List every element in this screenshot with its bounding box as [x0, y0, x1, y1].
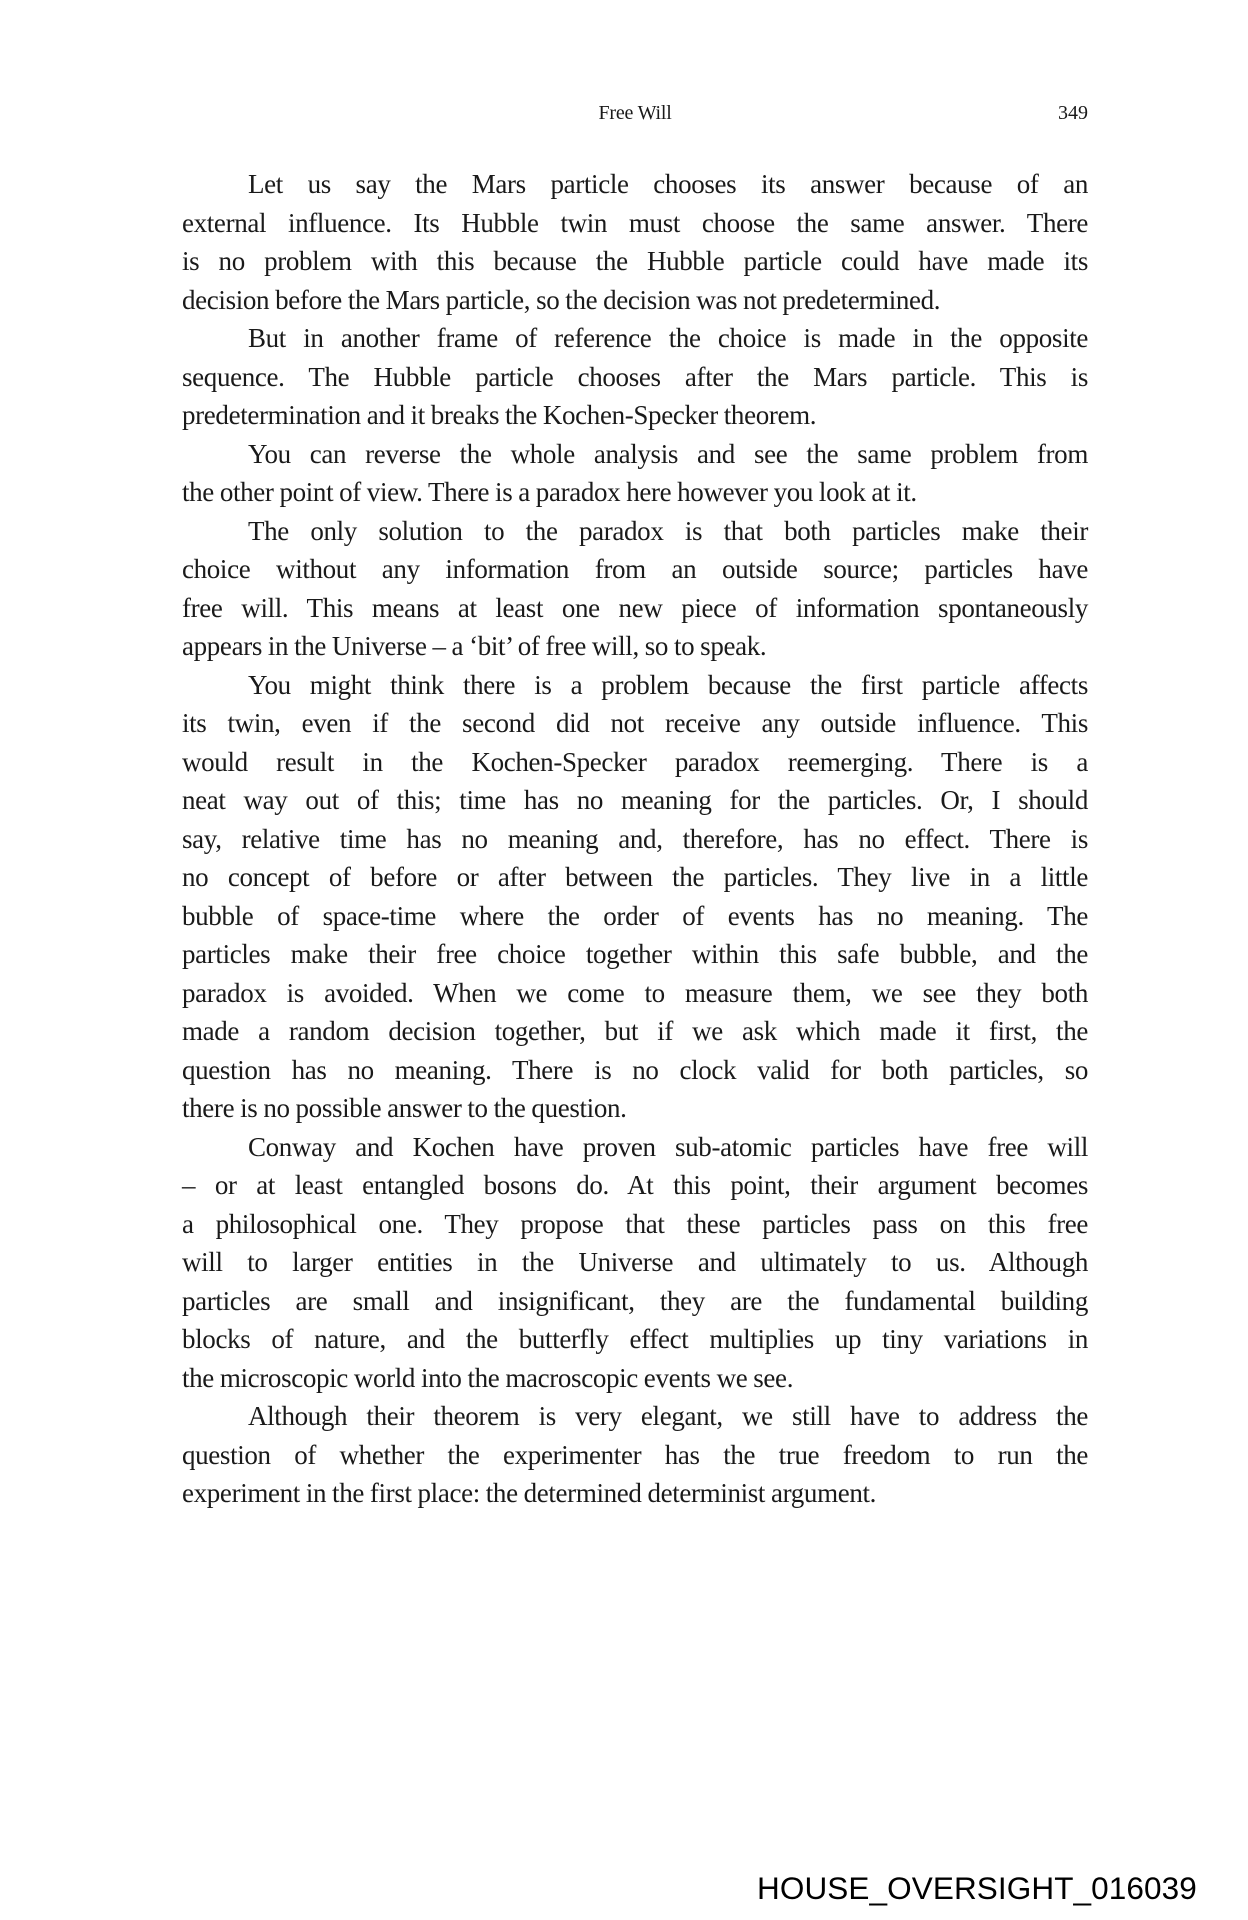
bates-stamp: HOUSE_OVERSIGHT_016039: [757, 1870, 1197, 1906]
text-line: the other point of view. There is a paradox here however you look at it.: [182, 477, 917, 507]
text-line: bubble of space-time where the order of events has no meaning. The: [182, 900, 1088, 931]
text-line: a philosophical one. They propose that these particles pass on this free: [182, 1208, 1088, 1239]
body-text: [182, 165, 1088, 1513]
text-line: Although their theorem is very elegant, we still have to address the: [248, 1401, 1088, 1431]
paragraph: [182, 319, 1088, 435]
text-line: would result in the Kochen-Specker paradox reemerging. There is a: [182, 746, 1088, 777]
text-line: its twin, even if the second did not receive any outside influence. This: [182, 708, 1088, 738]
text-line: Let us say the Mars particle chooses its answer because of an: [248, 169, 1088, 199]
chapter-title: Free Will: [598, 102, 672, 124]
running-head: [182, 100, 1088, 126]
text-line: choice without any information from an outside source; particles have: [182, 554, 1088, 584]
text-line: particles are small and insignificant, they are the fundamental building: [182, 1285, 1088, 1316]
text-line: decision before the Mars particle, so the decision was not predetermined.: [182, 284, 941, 315]
text-line: external influence. Its Hubble twin must choose the same answer. There: [182, 207, 1088, 238]
text-line: no concept of before or after between the particles. They live in a little: [182, 862, 1088, 892]
paragraph: [182, 165, 1088, 319]
text-line: – or at least entangled bosons do. At this point, their argument becomes: [182, 1170, 1088, 1200]
text-line: neat way out of this; time has no meaning for the particles. Or, I should: [182, 785, 1088, 815]
text-line: say, relative time has no meaning and, therefore, has no effect. There is: [182, 823, 1088, 854]
text-line: question has no meaning. There is no clock valid for both particles, so: [182, 1054, 1088, 1085]
text-line: experiment in the first place: the determined determinist argument.: [182, 1478, 877, 1508]
text-line: made a random decision together, but if we ask which made it first, the: [182, 1016, 1088, 1046]
text-line: paradox is avoided. When we come to measure them, we see they both: [182, 977, 1088, 1008]
text-line: free will. This means at least one new piece of information spontaneously: [182, 592, 1088, 623]
text-line: blocks of nature, and the butterfly effect multiplies up tiny variations in: [182, 1324, 1088, 1354]
paragraph: [182, 666, 1088, 1128]
text-line: The only solution to the paradox is that both particles make their: [248, 515, 1088, 546]
text-line: will to larger entities in the Universe and ultimately to us. Although: [182, 1247, 1088, 1277]
text-line: sequence. The Hubble particle chooses after the Mars particle. This is: [182, 361, 1088, 392]
text-line: But in another frame of reference the choice is made in the opposite: [248, 323, 1088, 353]
text-line: You might think there is a problem because the first particle affects: [248, 669, 1088, 700]
page-number: 349: [1058, 102, 1088, 124]
text-line: predetermination and it breaks the Kochen-Specker theorem.: [182, 400, 817, 430]
text-line: appears in the Universe – a ‘bit’ of free will, so to speak.: [182, 631, 767, 661]
paragraph: [182, 1397, 1088, 1513]
paragraph: [182, 435, 1088, 512]
paragraph: [182, 1128, 1088, 1398]
text-line: particles make their free choice together within this safe bubble, and the: [182, 939, 1088, 969]
paragraph: [182, 512, 1088, 666]
text-line: You can reverse the whole analysis and see the same problem from: [248, 438, 1088, 469]
text-line: the microscopic world into the macroscopic events we see.: [182, 1362, 794, 1393]
text-line: is no problem with this because the Hubble particle could have made its: [182, 246, 1088, 276]
text-line: there is no possible answer to the question.: [182, 1093, 627, 1123]
text-line: question of whether the experimenter has the true freedom to run the: [182, 1439, 1088, 1470]
text-line: Conway and Kochen have proven sub-atomic particles have free will: [248, 1131, 1088, 1162]
